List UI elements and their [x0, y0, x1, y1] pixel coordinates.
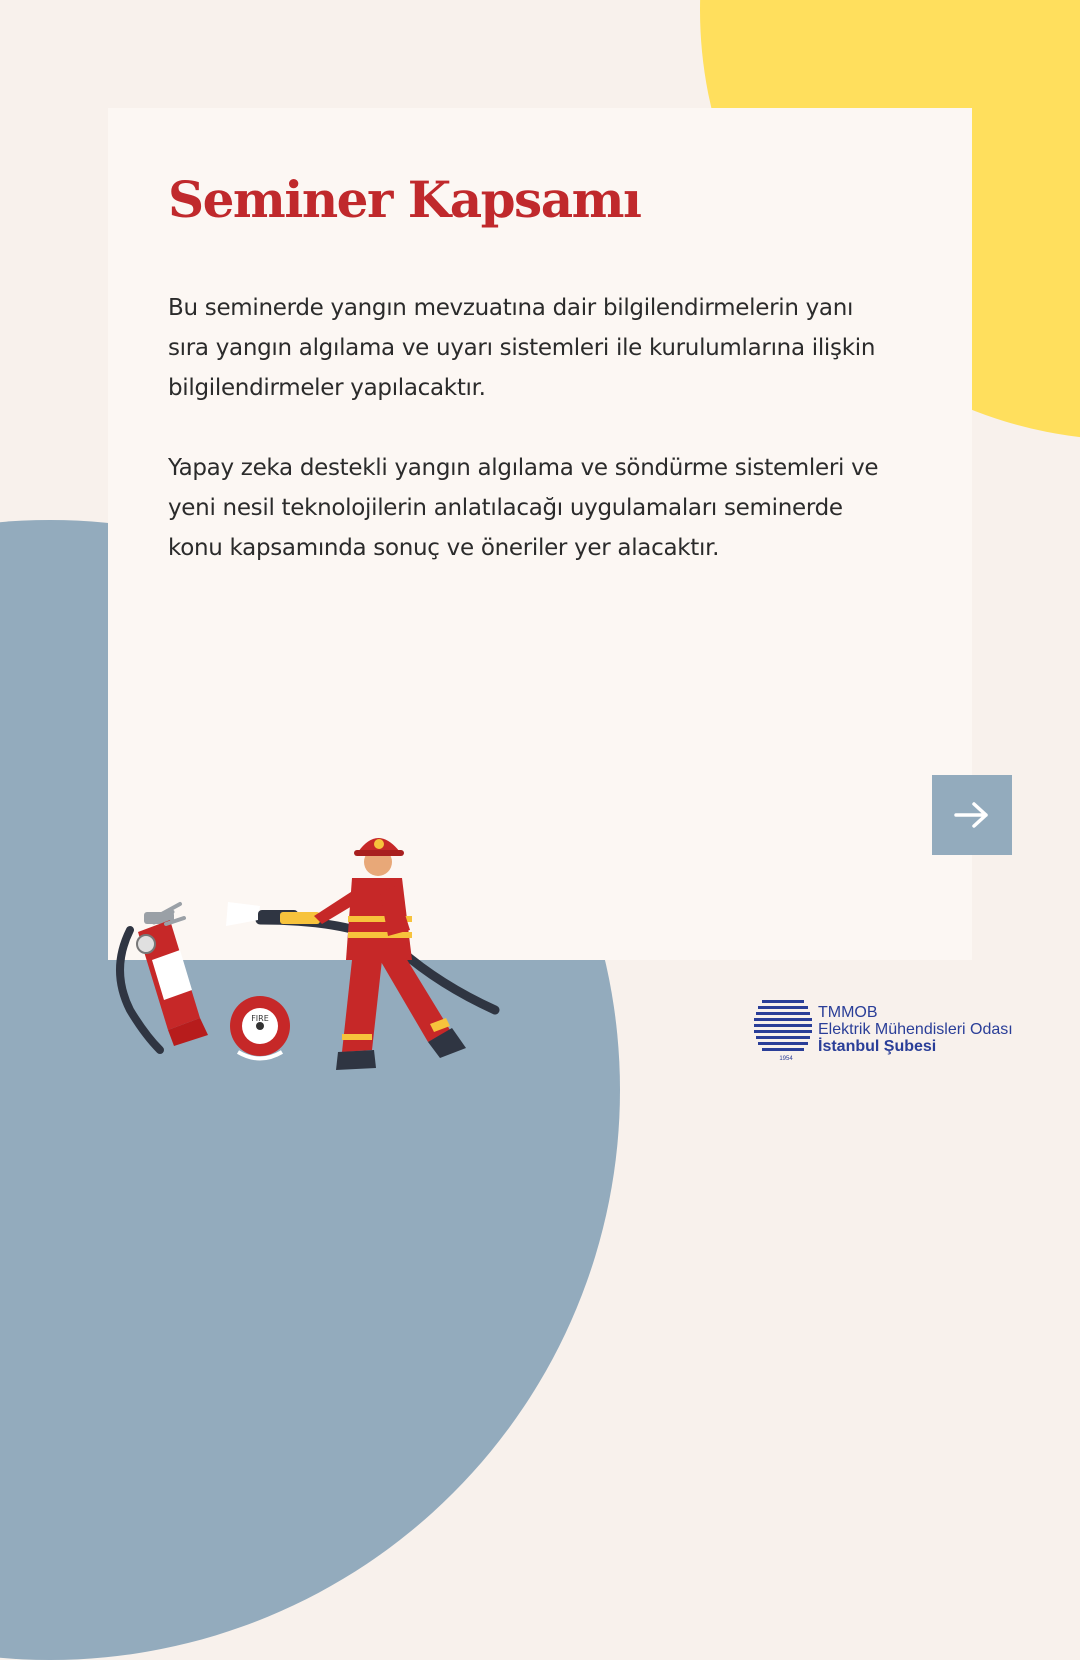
emo-logo-icon	[754, 996, 812, 1062]
firefighter-illustration	[100, 820, 520, 1080]
logo-line-3: İstanbul Şubesi	[818, 1038, 937, 1055]
fire-alarm-icon	[230, 996, 290, 1059]
page-title: Seminer Kapsamı	[168, 170, 641, 229]
fire-extinguisher-icon	[120, 904, 208, 1050]
logo-line-2: Elektrik Mühendisleri Odası	[818, 1021, 1013, 1038]
logo-year: 1954	[779, 1056, 793, 1062]
firefighter-figure	[314, 838, 466, 1070]
next-slide-button[interactable]	[932, 775, 1012, 855]
arrow-right-icon	[953, 800, 991, 830]
logo-line-1: TMMOB	[818, 1004, 878, 1021]
logo-text	[818, 1004, 1013, 1055]
paragraph-2: Yapay zeka destekli yangın algılama ve söndürme sistemleri ve yeni nesil teknolojilerin anlatılacağı uygulamaları seminerde konu kapsamında sonuç ve öneriler yer alacaktır.	[168, 455, 879, 561]
alarm-label: FIRE	[251, 1014, 269, 1023]
paragraph-1: Bu seminerde yangın mevzuatına dair bilgilendirmelerin yanı sıra yangın algılama ve uyarı sistemleri ile kurulumlarına ilişkin bilgilendirmeler yapılacaktır.	[168, 295, 876, 401]
organization-logo	[754, 996, 1054, 1064]
